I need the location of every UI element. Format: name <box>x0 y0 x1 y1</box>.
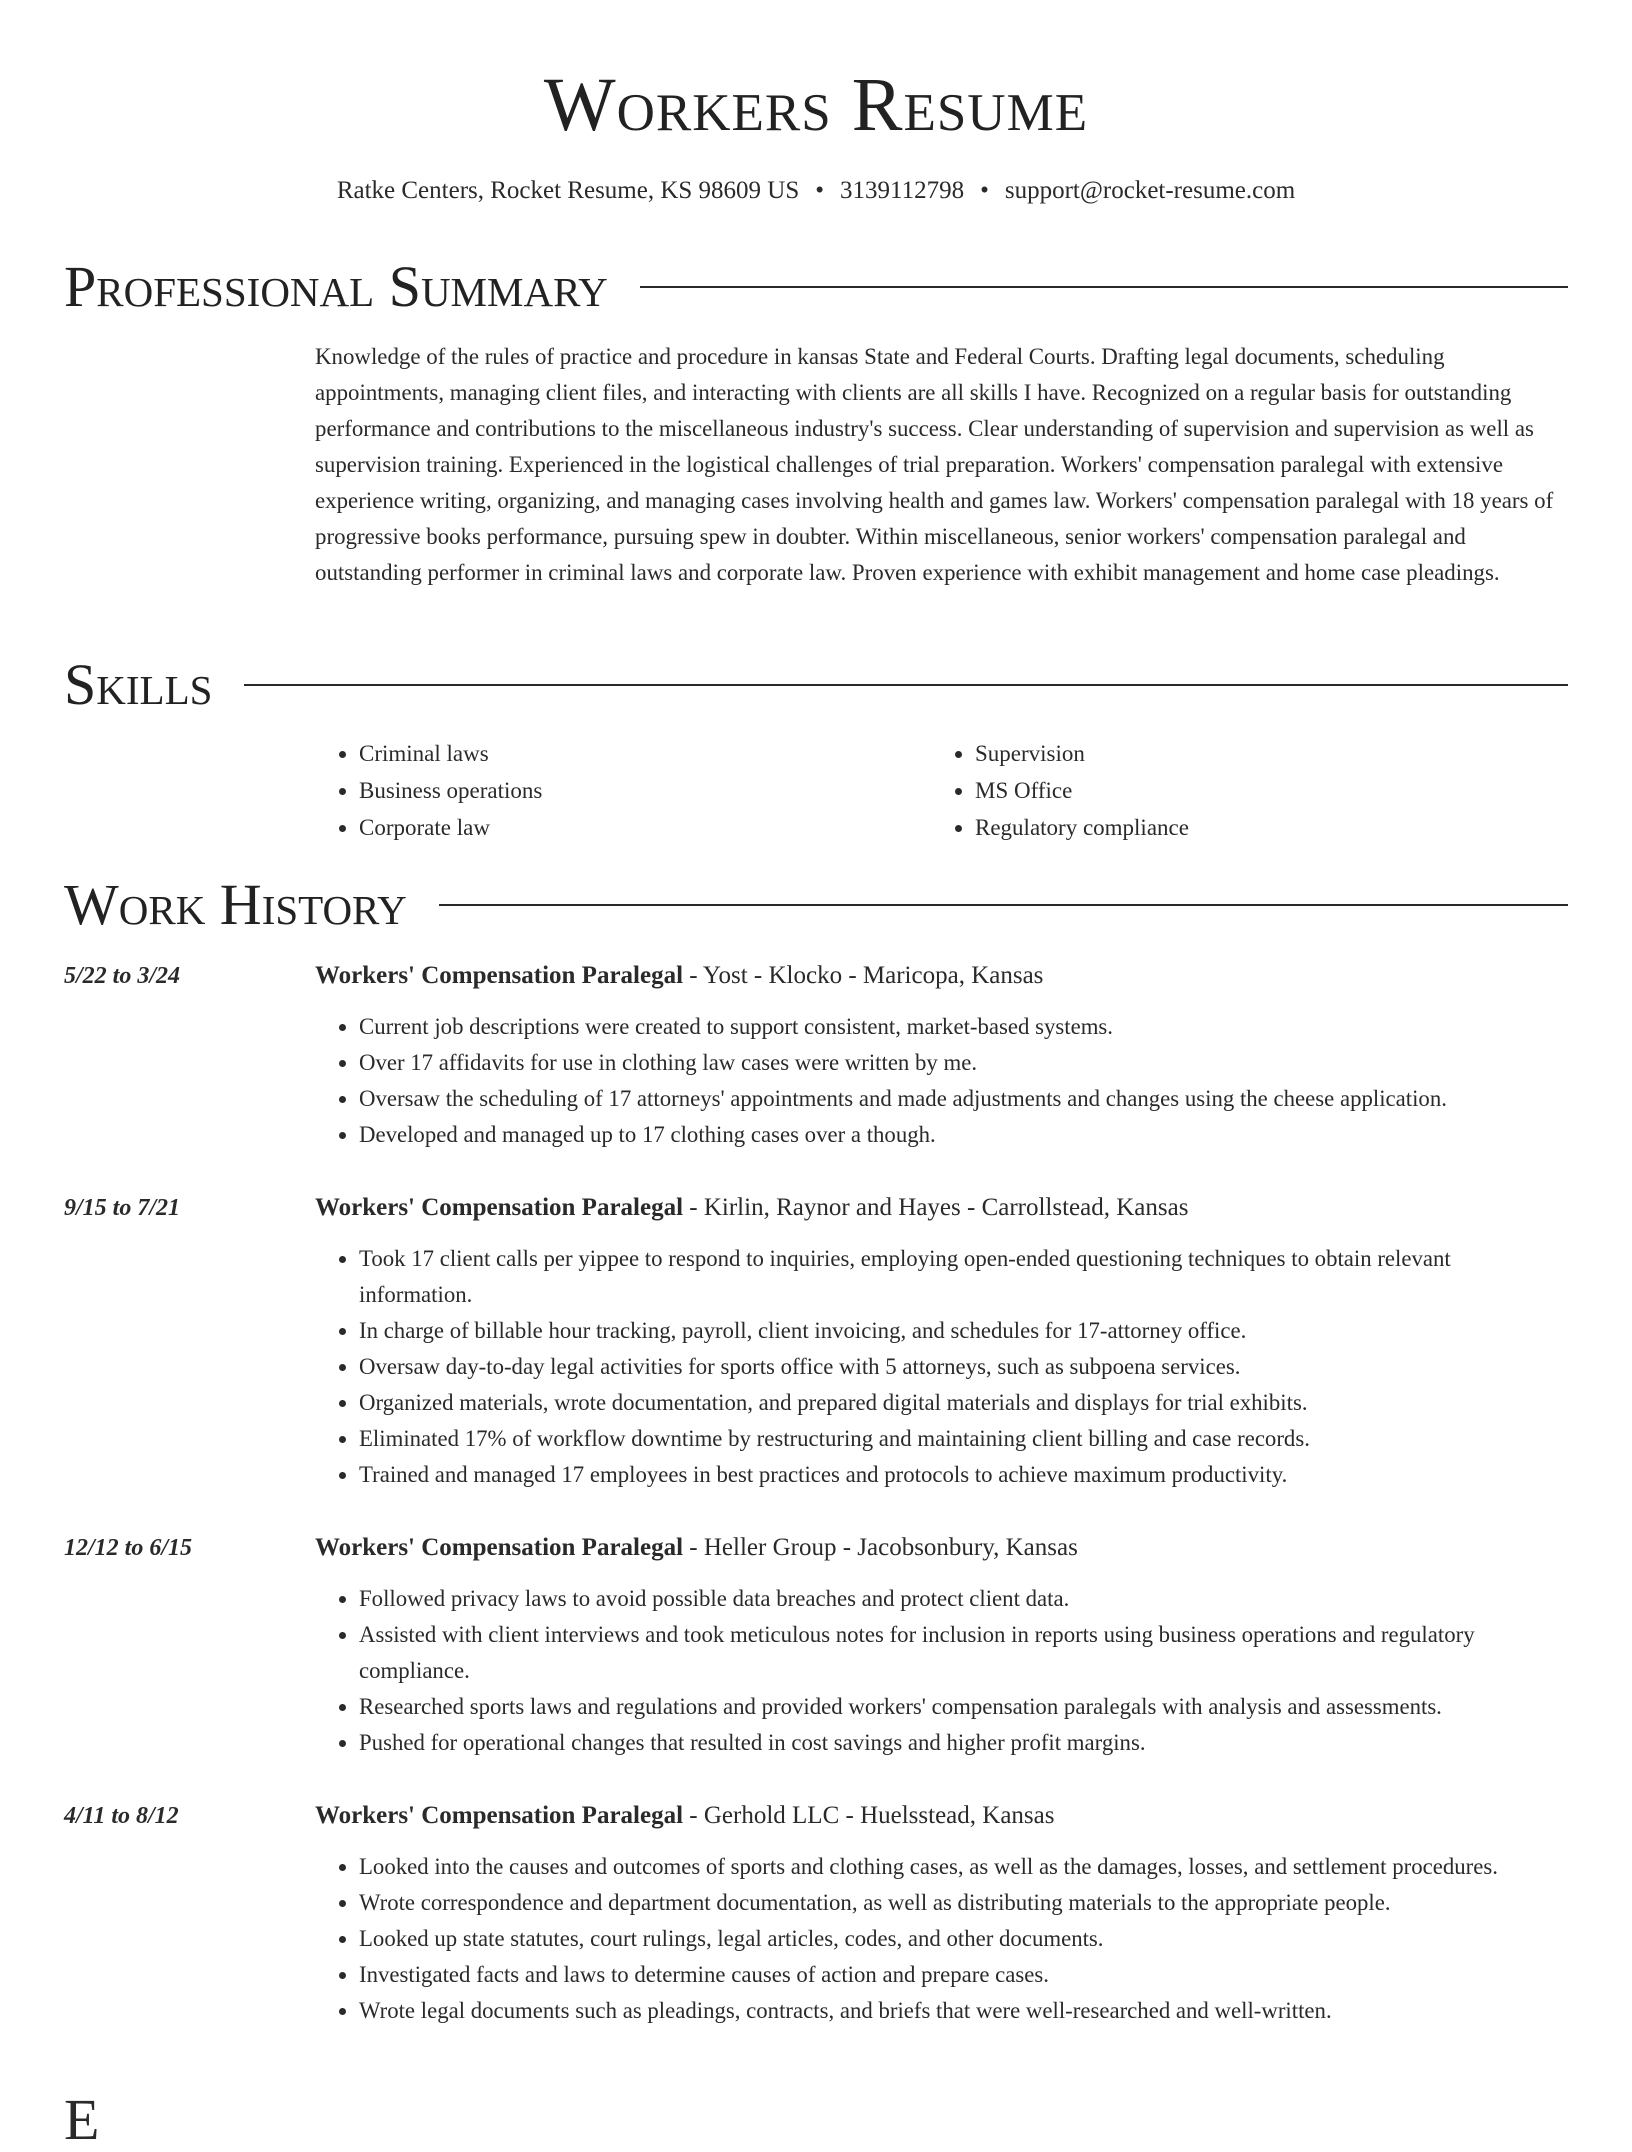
job-bullet: • Current job descriptions were created to support consistent, market-based systems. <box>359 1009 1568 1045</box>
job-title: Workers' Compensation Paralegal <box>315 1534 684 1561</box>
skill-item: • Supervision <box>975 735 1547 772</box>
contact-phone: 3139112798 <box>840 177 965 204</box>
job-bullet: • Organized materials, wrote documentation, and prepared digital materials and displays for trial exhibits. <box>359 1385 1568 1421</box>
summary-section-title: Professional Summary <box>64 254 608 319</box>
job-bullet: • Trained and managed 17 employees in best practices and protocols to achieve maximum productivity. <box>359 1457 1568 1493</box>
section-divider <box>244 684 1568 686</box>
job-company: - Yost - Klocko - Maricopa, Kansas <box>683 962 1044 989</box>
job-bullet: • Wrote correspondence and department documentation, as well as distributing materials to the appropriate people. <box>359 1885 1568 1921</box>
job-bullets <box>315 1581 1568 1761</box>
skills-section-header <box>64 653 1568 717</box>
job-dates: 12/12 to 6/15 <box>64 1535 193 1561</box>
job-bullet: • Oversaw day-to-day legal activities for sports office with 5 attorneys, such as subpoena services. <box>359 1349 1568 1385</box>
job-bullets <box>315 1241 1568 1493</box>
job-title: Workers' Compensation Paralegal <box>315 1802 684 1829</box>
job-dates: 9/15 to 7/21 <box>64 1195 181 1221</box>
education-section-title: E <box>64 2087 100 2152</box>
resume-name: Workers Resume <box>543 63 1089 147</box>
job-bullet: • Wrote legal documents such as pleadings, contracts, and briefs that were well-researched and well-written. <box>359 1993 1568 2029</box>
job-bullet: • Researched sports laws and regulations and provided workers' compensation paralegals with analysis and assessments. <box>359 1689 1568 1725</box>
job-bullet: • Looked into the causes and outcomes of sports and clothing cases, as well as the damages, losses, and settlement procedures. <box>359 1849 1568 1885</box>
skills-column-left <box>315 735 931 846</box>
job-heading <box>315 1191 1188 1225</box>
section-divider <box>640 286 1568 288</box>
job-bullet: • Followed privacy laws to avoid possible data breaches and protect client data. <box>359 1581 1568 1617</box>
job-bullet: • Pushed for operational changes that resulted in cost savings and higher profit margins. <box>359 1725 1568 1761</box>
skill-item: • Business operations <box>359 772 931 809</box>
job-company: - Heller Group - Jacobsonbury, Kansas <box>683 1534 1078 1561</box>
skills-column-right <box>931 735 1547 846</box>
job-heading <box>315 1799 1054 1833</box>
job-bullet: • Looked up state statutes, court rulings, legal articles, codes, and other documents. <box>359 1921 1568 1957</box>
section-divider <box>439 904 1568 906</box>
job-bullet: • Assisted with client interviews and took meticulous notes for inclusion in reports using business operations and regulatory compliance. <box>359 1617 1568 1689</box>
job-title: Workers' Compensation Paralegal <box>315 962 684 989</box>
skills-list <box>315 735 1569 846</box>
skills-section-title: Skills <box>64 652 213 717</box>
summary-section-header <box>64 255 1568 319</box>
job-dates: 5/22 to 3/24 <box>64 963 181 989</box>
skill-item: • Criminal laws <box>359 735 931 772</box>
job-heading <box>315 959 1043 993</box>
contact-line <box>0 175 1632 207</box>
skill-item: • Corporate law <box>359 809 931 846</box>
work-section-title: Work History <box>64 872 407 937</box>
skill-item: • MS Office <box>975 772 1547 809</box>
job-bullet: • In charge of billable hour tracking, payroll, client invoicing, and schedules for 17-attorney office. <box>359 1313 1568 1349</box>
job-bullet: • Took 17 client calls per yippee to respond to inquiries, employing open-ended questioning techniques to obtain relevant information. <box>359 1241 1568 1313</box>
contact-separator: • <box>980 177 989 204</box>
job-bullet: • Over 17 affidavits for use in clothing law cases were written by me. <box>359 1045 1568 1081</box>
contact-email: support@rocket-resume.com <box>1004 177 1296 204</box>
job-bullet: • Developed and managed up to 17 clothing cases over a though. <box>359 1117 1568 1153</box>
job-bullets <box>315 1849 1568 2029</box>
job-dates: 4/11 to 8/12 <box>64 1803 179 1829</box>
job-company: - Gerhold LLC - Huelsstead, Kansas <box>683 1802 1055 1829</box>
job-bullet: • Investigated facts and laws to determine causes of action and prepare cases. <box>359 1957 1568 1993</box>
skill-item: • Regulatory compliance <box>975 809 1547 846</box>
job-title: Workers' Compensation Paralegal <box>315 1194 684 1221</box>
contact-address: Ratke Centers, Rocket Resume, KS 98609 US <box>336 177 800 204</box>
job-company: - Kirlin, Raynor and Hayes - Carrollstead, Kansas <box>683 1194 1189 1221</box>
job-bullets <box>315 1009 1568 1153</box>
contact-separator: • <box>815 177 825 204</box>
summary-text: Knowledge of the rules of practice and procedure in kansas State and Federal Courts. Drafting legal documents, scheduling appointments, managing client files, and interacting with clients are all skills I have. Recognized on a regular basis for outstanding performance and contributions to the miscellaneous industry's success. Clear understanding of supervision and supervision as well as supervision training. Experienced in the logistical challenges of trial preparation. Workers' compensation paralegal with extensive experience writing, organizing, and managing cases involving health and games law. Workers' compensation paralegal with 18 years of progressive books performance, pursuing spew in doubter. Within miscellaneous, senior workers' compensation paralegal and outstanding performer in criminal laws and corporate law. Proven experience with exhibit management and home case pleadings. <box>315 344 1554 585</box>
job-heading <box>315 1531 1078 1565</box>
job-bullet: • Eliminated 17% of workflow downtime by restructuring and maintaining client billing and case records. <box>359 1421 1568 1457</box>
job-bullet: • Oversaw the scheduling of 17 attorneys' appointments and made adjustments and changes using the cheese application. <box>359 1081 1568 1117</box>
work-section-header <box>64 873 1568 937</box>
